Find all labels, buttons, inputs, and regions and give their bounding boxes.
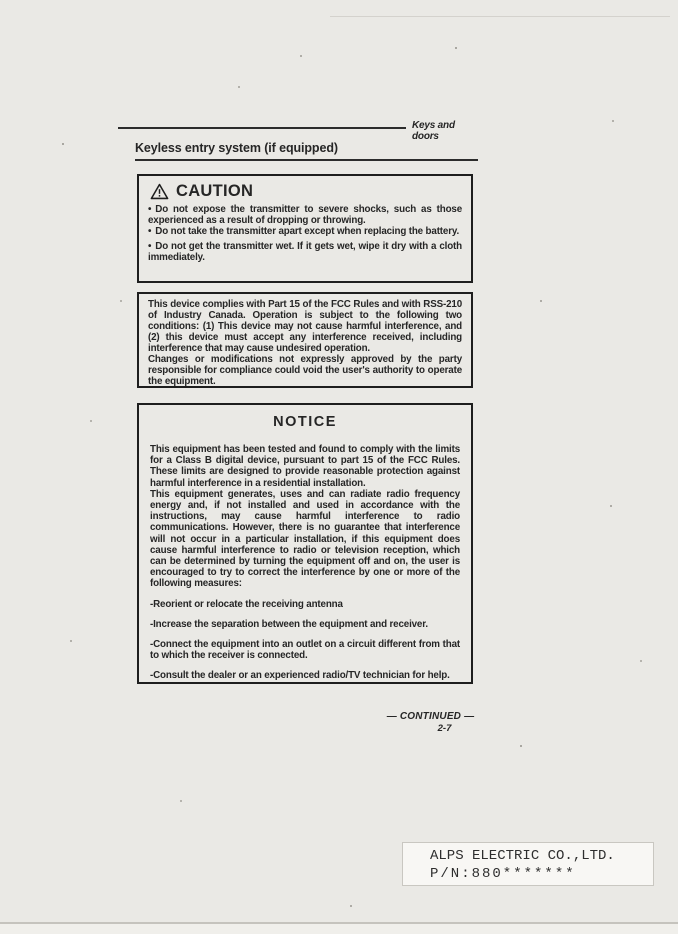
notice-heading: NOTICE (273, 414, 337, 430)
notice-measure: -Increase the separation between the equipment and receiver. (150, 618, 428, 630)
warning-triangle-icon (150, 183, 169, 200)
page-title: Keyless entry system (if equipped) (135, 141, 478, 161)
supplier-name: ALPS ELECTRIC CO.,LTD. (430, 848, 615, 864)
bullet-marker: • (148, 226, 152, 238)
caution-bullet-text: Do not expose the transmitter to severe shocks, such as those experienced as a result of dropping or throwing. (148, 204, 462, 227)
caution-bullet (148, 241, 462, 263)
header-rule (118, 127, 406, 129)
notice-measure: -Connect the equipment into an outlet on a circuit different from that to which the receiver is connected. (150, 639, 460, 662)
continued-marker: — CONTINUED — (386, 711, 475, 722)
caution-bullet (148, 226, 462, 237)
fcc-compliance-box (137, 292, 473, 388)
scan-bottom-strip (0, 924, 678, 934)
scan-noise (0, 0, 2, 2)
caution-bullet-text: Do not get the transmitter wet. If it gets wet, wipe it dry with a cloth immediately. (148, 240, 462, 263)
caution-heading-row (150, 182, 462, 201)
notice-paragraph: This equipment has been tested and found to comply with the limits for a Class B digital device, pursuant to part 15 of the FCC Rules. These limits are designed to provide reasonable protection against harmful interference in a residential installation. (150, 444, 460, 489)
caution-bullet (148, 204, 462, 226)
bullet-marker: • (148, 204, 152, 215)
supplier-part-number: P/N:880******* (430, 866, 576, 882)
caution-heading: CAUTION (176, 182, 254, 200)
scan-crease (330, 16, 670, 17)
chapter-label: Keys and doors (412, 120, 455, 142)
caution-bullet-text: Do not take the transmitter apart except when replacing the battery. (155, 226, 460, 238)
notice-measure: -Consult the dealer or an experienced radio/TV technician for help. (150, 670, 450, 682)
footer (368, 711, 493, 734)
bullet-marker: • (148, 240, 152, 252)
notice-box (137, 403, 473, 684)
fcc-paragraph: This device complies with Part 15 of the FCC Rules and with RSS-210 of Industry Canada. Operation is subject to the following two conditions: (1) This device may not cause harmful interference, and (2) this device must accept any interference received, including interference that may cause undesired operation. (148, 299, 462, 354)
notice-paragraph: This equipment generates, uses and can radiate radio frequency energy and, if not installed and used in accordance with the instructions, may cause harmful interference to radio communications. However, there is no guarantee that interference will not occur in a particular installation, if this equipment does cause harmful interference to radio or television reception, which can be determined by turning the equipment off and on, the user is encouraged to try to correct the interference by one or more of the following measures: (150, 488, 460, 590)
page-number: 2-7 (437, 723, 452, 734)
supplier-label (402, 842, 654, 886)
fcc-paragraph: Changes or modifications not expressly approved by the party responsible for compliance could void the user's authority to operate the equipment. (148, 354, 462, 387)
notice-measure: -Reorient or relocate the receiving antenna (150, 598, 343, 610)
caution-box (137, 174, 473, 283)
